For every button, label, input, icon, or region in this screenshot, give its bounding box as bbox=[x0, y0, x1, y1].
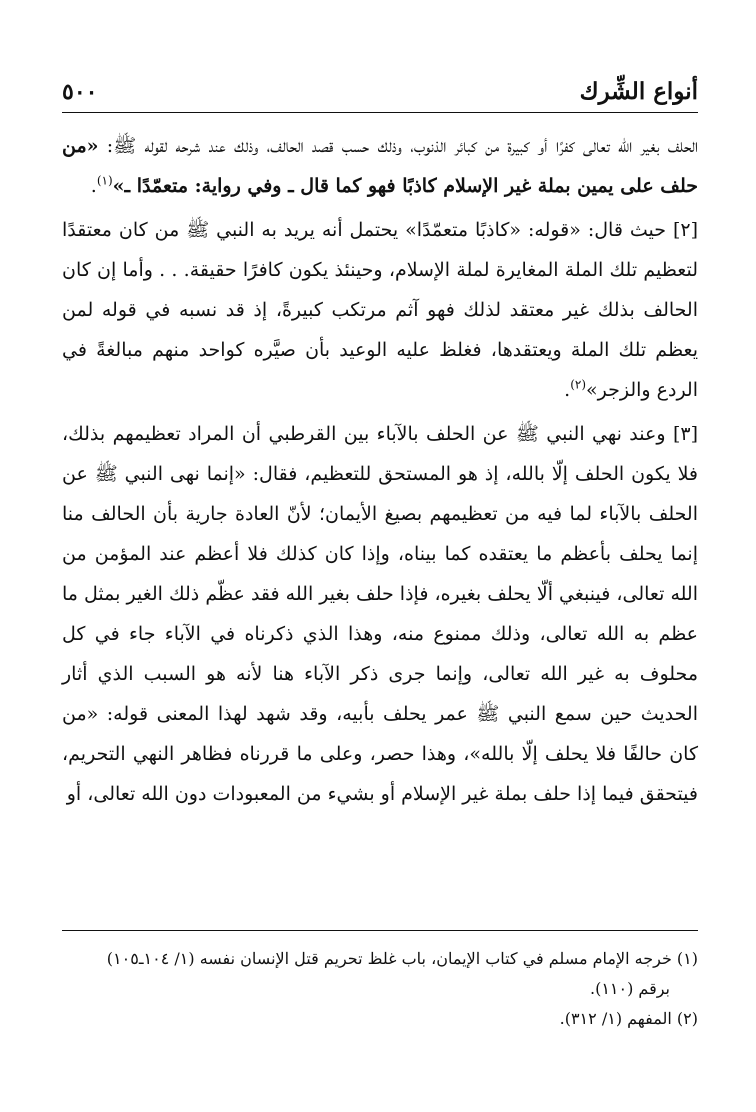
footnote-ref-1: (١) bbox=[96, 173, 113, 188]
main-text bbox=[62, 126, 698, 818]
paragraph-3: [٣] وعند نهي النبي ﷺ عن الحلف بالآباء بين القرطبي أن المراد تعظيمهم بذلك، فلا يكون الحلف إلّا بالله، إذ هو المستحق للتعظيم، فقال: «إنما نهى النبي ﷺ عن الحلف بالآباء لما فيه من تعظيمهم بصيغ الأيمان؛ لأنّ العادة جارية بأن الحالف منا إنما يحلف بأعظم ما يعتقده كما بيناه، وإذا كان كذلك فلا أعظم عند المؤمن من الله تعالى، فينبغي ألّا يحلف بغيره، فإذا حلف بغير الله فقد عظّم ذلك الغير بمثل ما عظم به الله تعالى، وذلك ممنوع منه، وهذا الذي ذكرناه في الآباء جاء في كل محلوف به غير الله تعالى، وإنما جرى ذكر الآباء هنا لأنه هو السبب الذي أثار الحديث حين سمع النبي ﷺ عمر يحلف بأبيه، وقد شهد لهذا المعنى قوله: «من كان حالفًا فلا يحلف إلّا بالله»، وهذا حصر، وعلى ما قررناه فظاهر النهي التحريم، فيتحقق فيما إذا حلف بملة غير الإسلام أو بشيء من المعبودات دون الله تعالى، أو bbox=[62, 423, 698, 805]
paragraph-2 bbox=[62, 210, 698, 410]
paragraph-2-text: [٢] حيث قال: «قوله: «كاذبًا متعمّدًا» يحتمل أنه يريد به النبي ﷺ من كان معتقدًا لتعظيم تلك الملة المغايرة لملة الإسلام، وحينئذ يكون كافرًا حقيقة. . . وأما إن كان الحالف بذلك غير معتقد لذلك فهو آثم مرتكب كبيرةً، إذ قد نسبه في قوله لمن يعظم تلك الملة ويعتقدها، فغلظ عليه الوعيد بأن صيَّره كواحد منهم مبالغةً في الردع والزجر» bbox=[62, 219, 699, 401]
footnote-2: (٢) المفهم (١/ ٣١٢). bbox=[559, 1009, 698, 1028]
paragraph-2-end: . bbox=[564, 379, 571, 401]
header-divider bbox=[62, 112, 698, 113]
footnotes bbox=[62, 944, 698, 1034]
running-title: أنواع الشِّرك bbox=[579, 78, 698, 105]
paragraph-1 bbox=[62, 126, 698, 206]
page-number: ٥٠٠ bbox=[62, 79, 98, 105]
paragraph-1-end: . bbox=[90, 175, 97, 197]
paragraph-1-text: الحلف بغير الله تعالى كفرًا أو كبيرة من كبائر الذنوب، وذلك حسب قصد الحالف، وذلك عند شرحه لقوله ﷺ: bbox=[98, 135, 698, 157]
footnote-1-continuation: برقم (١١٠). bbox=[589, 979, 670, 998]
footnote-divider bbox=[62, 930, 698, 931]
footnote-1: (١) خرجه الإمام مسلم في كتاب الإيمان، باب غلظ تحريم قتل الإنسان نفسه (١/ ١٠٤ـ١٠٥) bbox=[106, 949, 698, 968]
footnote-ref-2: (٢) bbox=[570, 377, 587, 392]
page-header bbox=[62, 78, 698, 105]
hadith-quote: «من حلف على يمين بملة غير الإسلام كاذبًا فهو كما قال ـ وفي رواية: متعمّدًا ـ» bbox=[62, 135, 698, 197]
